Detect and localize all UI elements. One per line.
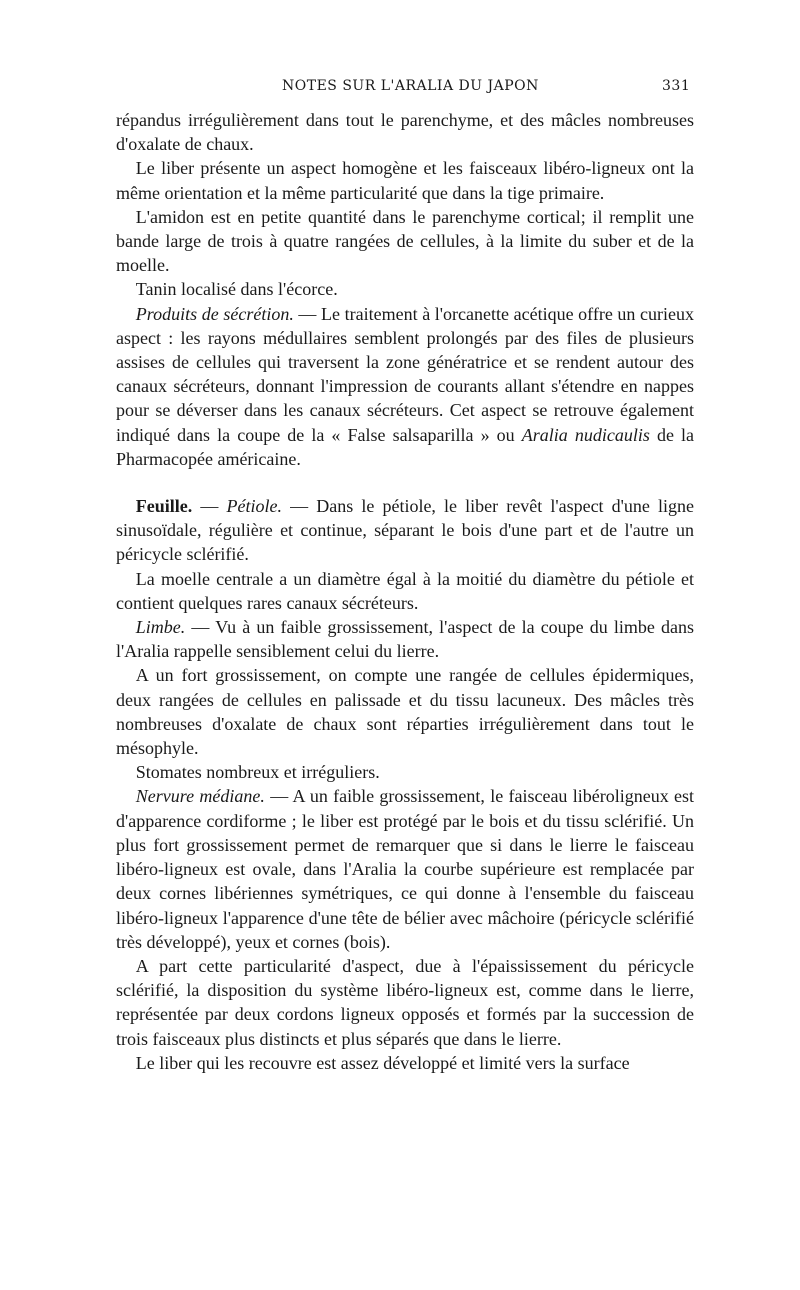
running-title: NOTES SUR L'ARALIA DU JAPON <box>282 78 539 94</box>
paragraph <box>116 302 694 471</box>
paragraph: L'amidon est en petite quantité dans le parenchyme cortical; il remplit une bande large de trois à quatre rangées de cellules, à la limite du suber et de la moelle. <box>116 206 694 276</box>
paragraph: A un fort grossissement, on compte une rangée de cellules épidermiques, deux rangées de cellules en palissade et du tissu lacuneux. Des mâcles très nombreuses d'oxalate de chaux sont réparties irrégulièrement dans tout le mésophyle. <box>116 665 694 759</box>
paragraph: Stomates nombreux et irréguliers. <box>135 762 380 783</box>
paragraph-text: — Le traitement à l'orcanette acétique offre un curieux aspect : les rayons médullaires semblent prolongés par des files de plusieurs assises de cellules qui traversent la zone génératrice et se rendent autour des canaux sécréteurs, donnant l'impression de courants allant s'étendre en nappes pour se déverser dans les canaux sécréteurs. Cet aspect se retrouve également indiqué dans la coupe de la « False salsaparilla » ou <box>116 303 695 445</box>
paragraph: répandus irrégulièrement dans tout le parenchyme, et des mâcles nombreuses d'oxalate de chaux. <box>116 110 694 155</box>
paragraph: Tanin localisé dans l'écorce. <box>135 279 338 300</box>
paragraph: La moelle centrale a un diamètre égal à la moitié du diamètre du pétiole et contient quelques rares canaux sécréteurs. <box>116 568 694 613</box>
paragraph: Le liber qui les recouvre est assez développé et limité vers la surface <box>135 1052 630 1073</box>
subsection-title: Nervure médiane. <box>135 786 265 807</box>
paragraph: A part cette particularité d'aspect, due à l'épaississement du péricycle sclérifié, la disposition du système libéro-ligneux est, comme dans le lierre, représentée par deux cordons ligneux opposés et formés par la succession de trois faisceaux plus distincts et plus séparés que dans le lierre. <box>116 955 694 1049</box>
subsection-title: Produits de sécrétion. <box>135 303 294 324</box>
paragraph-text: — Dans le pétiole, le liber revêt l'aspect d'une ligne sinusoïdale, régulière et continue, séparant le bois d'une part et de l'autre un péricycle sclérifié. <box>116 496 695 565</box>
paragraph <box>116 784 694 953</box>
paragraph-text: — A un faible grossissement, le faisceau libéroligneux est d'apparence cordiforme ; le liber est protégé par le bois et du tissu sclérifié. Un plus fort grossissement permet de remarquer que si dans le lierre le faisceau libéro-ligneux est ovale, dans l'Aralia la courbe supérieure est remplacée par deux cornes libériennes symétriques, ce qui donne à l'ensemble du faisceau libéro-ligneux l'apparence d'une tête de bélier avec mâchoire (péricycle sclérifié très développé), yeux et cornes (bois). <box>116 786 695 952</box>
running-head <box>0 78 800 98</box>
paragraph-text: de la Pharmacopée américaine. <box>116 424 694 469</box>
page-number: 331 <box>662 78 691 94</box>
body-text <box>116 108 694 1075</box>
subsection-title: Pétiole. <box>226 496 283 517</box>
subsection-title: Limbe. <box>135 617 186 638</box>
paragraph <box>116 615 694 663</box>
dash: — <box>192 496 227 517</box>
paragraph-text: — Vu à un faible grossissement, l'aspect de la coupe du limbe dans l'Aralia rappelle sensiblement celui du lierre. <box>116 617 694 662</box>
paragraph <box>116 494 694 567</box>
section-heading: Feuille. <box>135 496 193 517</box>
paragraph: Le liber présente un aspect homogène et les faisceaux libéro-ligneux ont la même orientation et la même particularité que dans la tige primaire. <box>116 158 694 203</box>
species-name: Aralia nudicaulis <box>521 424 650 445</box>
